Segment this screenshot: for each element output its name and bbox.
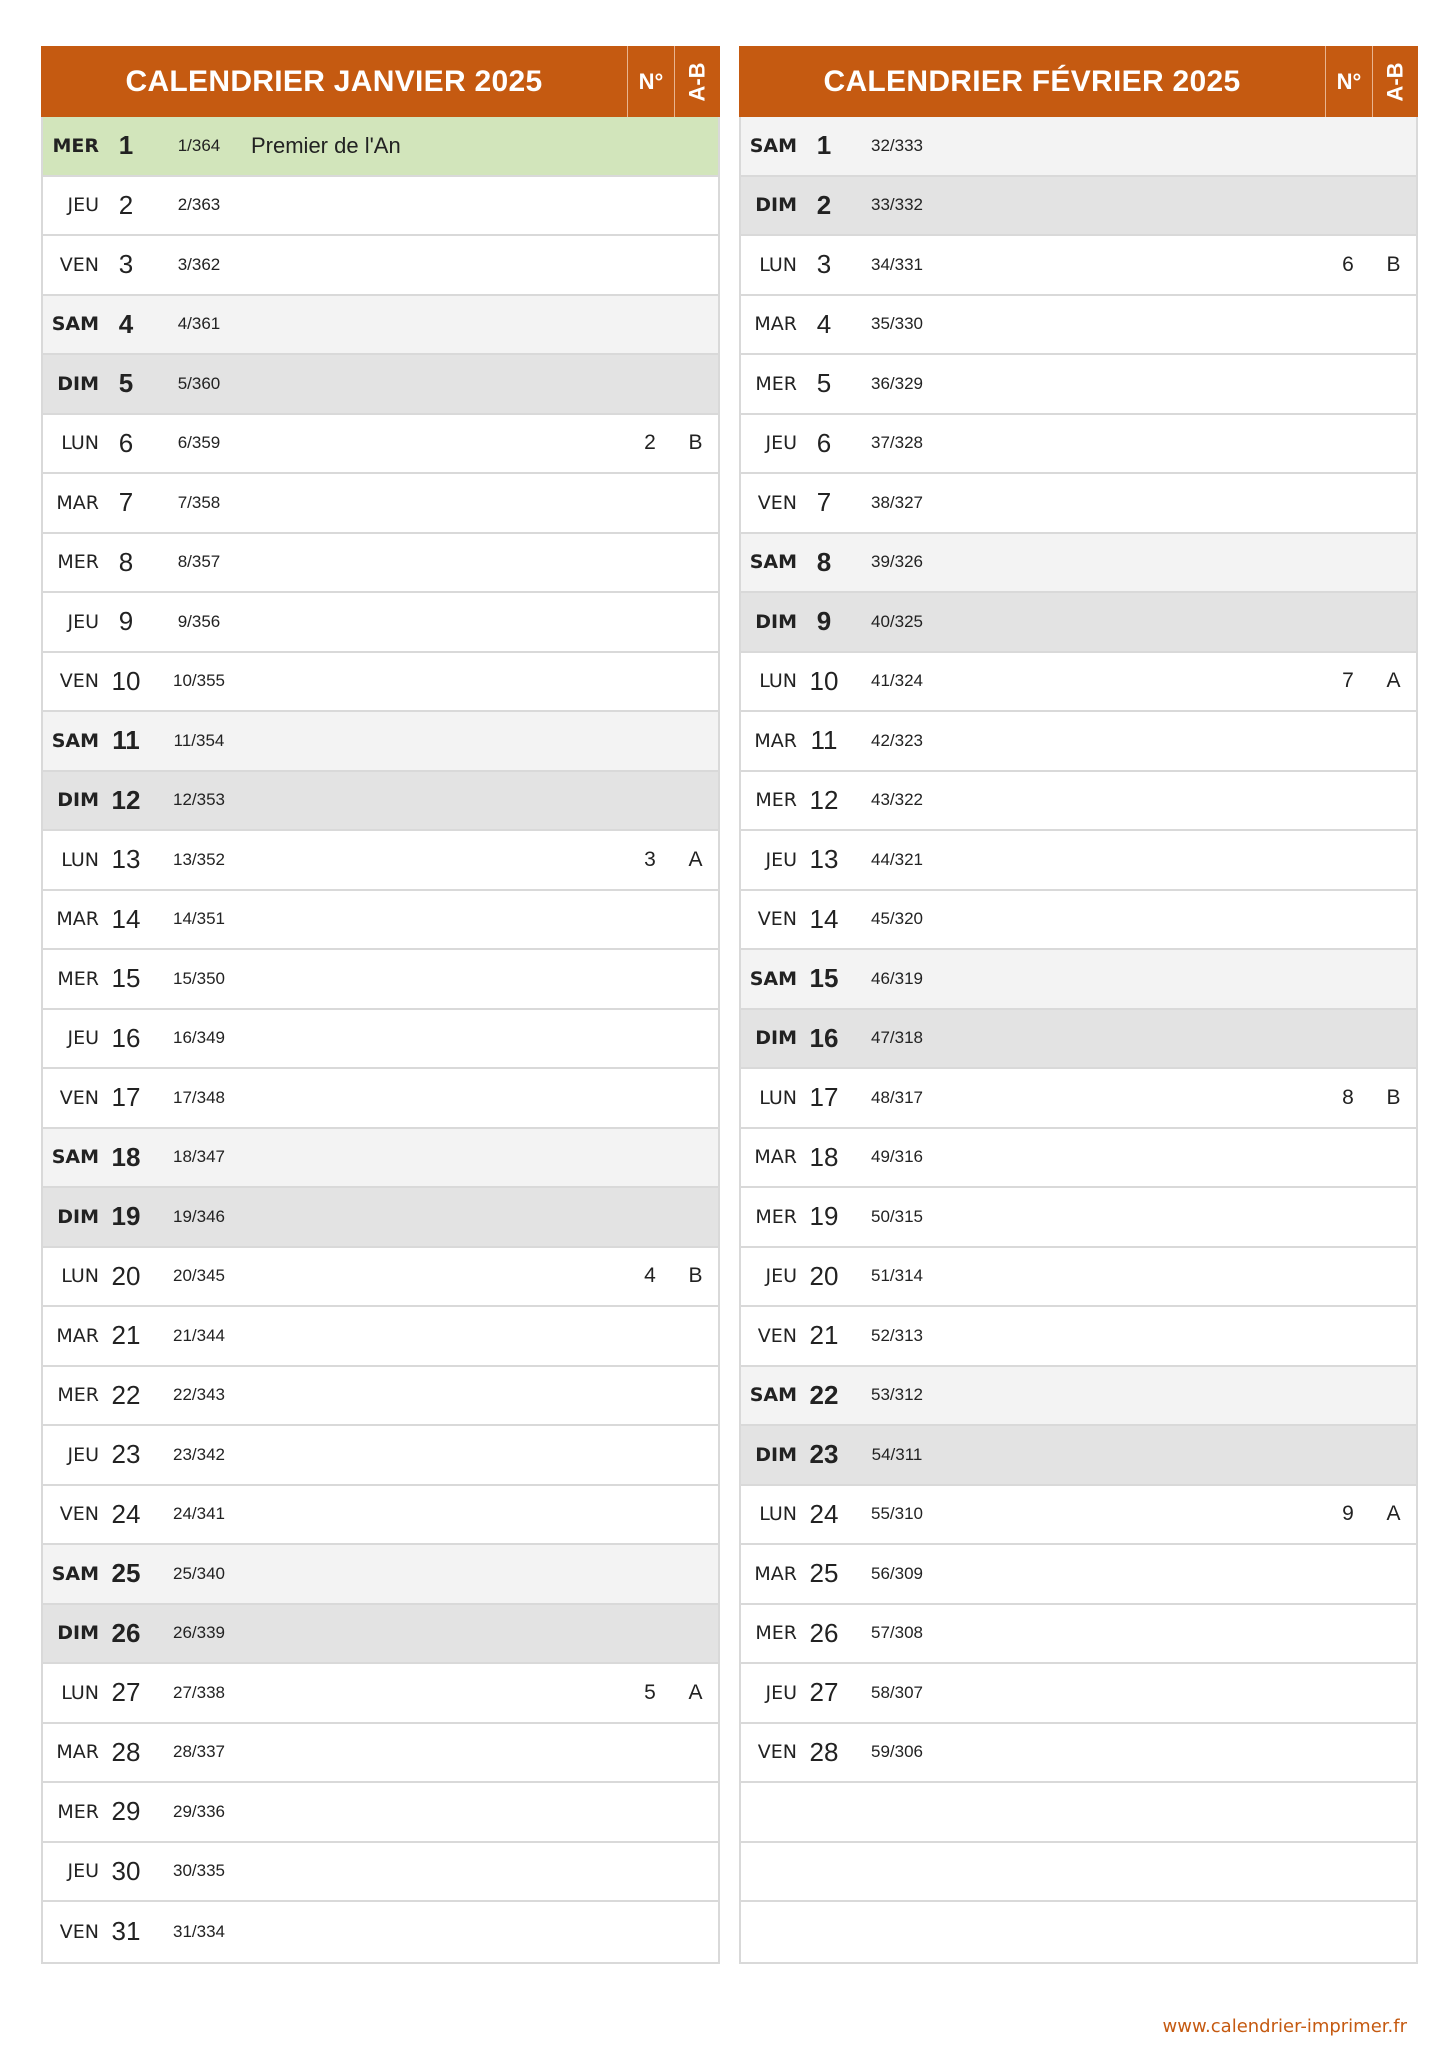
week-ab: B <box>1386 252 1401 276</box>
day-of-year: 31/334 <box>173 1921 225 1941</box>
day-of-year: 19/346 <box>173 1206 225 1226</box>
day-row <box>43 1307 718 1367</box>
day-number: 2 <box>816 189 832 220</box>
day-number: 28 <box>809 1736 839 1767</box>
day-row <box>741 1188 1416 1248</box>
day-row <box>741 1545 1416 1605</box>
day-number: 20 <box>809 1260 839 1291</box>
day-of-year: 56/309 <box>871 1563 923 1583</box>
day-number: 10 <box>809 665 839 696</box>
day-number: 26 <box>111 1617 141 1648</box>
day-number: 13 <box>111 844 141 875</box>
day-row <box>43 653 718 713</box>
day-of-year: 15/350 <box>173 968 225 988</box>
day-row <box>43 534 718 594</box>
week-number: 2 <box>644 431 656 455</box>
day-of-year: 28/337 <box>173 1742 225 1762</box>
week-number-column-header: N° <box>627 46 674 117</box>
day-row <box>741 1129 1416 1189</box>
day-of-year: 47/318 <box>871 1028 923 1048</box>
footer-url[interactable]: www.calendrier-imprimer.fr <box>1162 2016 1407 2037</box>
week-ab: B <box>1386 1085 1401 1109</box>
day-of-week: SAM <box>51 729 99 752</box>
day-of-year: 10/355 <box>173 671 225 691</box>
day-row <box>741 653 1416 713</box>
day-row <box>741 772 1416 832</box>
day-of-year: 30/335 <box>173 1861 225 1881</box>
day-row <box>741 415 1416 475</box>
day-number: 21 <box>111 1320 141 1351</box>
day-of-week: MAR <box>56 491 99 514</box>
ab-column-header: A-B <box>684 61 710 102</box>
day-number: 14 <box>111 903 141 934</box>
day-of-year: 16/349 <box>173 1028 225 1048</box>
month-title: CALENDRIER FÉVRIER 2025 <box>823 64 1241 98</box>
day-of-year: 2/363 <box>177 195 221 215</box>
week-ab: A <box>1386 1502 1401 1526</box>
day-row <box>741 1010 1416 1070</box>
day-row <box>741 1783 1416 1843</box>
day-rows <box>41 117 720 1964</box>
day-of-week: VEN <box>59 253 99 276</box>
day-number: 5 <box>816 368 832 399</box>
day-of-week: JEU <box>765 848 797 871</box>
day-number: 9 <box>118 606 134 637</box>
day-row <box>741 712 1416 772</box>
day-number: 16 <box>809 1022 839 1053</box>
day-row <box>43 415 718 475</box>
day-row <box>43 831 718 891</box>
day-of-week: SAM <box>51 1562 99 1585</box>
day-of-week: DIM <box>755 1027 797 1050</box>
day-of-week: DIM <box>57 1622 99 1645</box>
day-number: 21 <box>809 1320 839 1351</box>
day-of-week: MAR <box>56 1741 99 1764</box>
day-number: 24 <box>809 1498 839 1529</box>
day-of-year: 5/360 <box>177 373 221 393</box>
day-of-year: 14/351 <box>173 909 225 929</box>
day-row <box>43 1367 718 1427</box>
day-row <box>43 1129 718 1189</box>
week-number: 8 <box>1342 1085 1354 1109</box>
day-row <box>741 534 1416 594</box>
day-row <box>741 117 1416 177</box>
week-ab: A <box>1386 669 1401 693</box>
week-ab: A <box>688 1680 703 1704</box>
day-row <box>43 772 718 832</box>
day-row <box>741 355 1416 415</box>
day-number: 15 <box>809 963 839 994</box>
calendar-february <box>739 46 1418 1964</box>
day-of-year: 7/358 <box>177 492 221 512</box>
day-of-year: 3/362 <box>177 254 221 274</box>
month-header <box>41 46 720 117</box>
day-of-week: DIM <box>57 789 99 812</box>
day-number: 18 <box>111 1141 141 1172</box>
week-number: 7 <box>1342 669 1354 693</box>
week-ab: A <box>688 847 703 871</box>
day-of-year: 39/326 <box>871 552 923 572</box>
day-row <box>43 177 718 237</box>
day-row <box>43 1545 718 1605</box>
day-number: 19 <box>809 1201 839 1232</box>
day-of-year: 37/328 <box>871 433 923 453</box>
day-of-year: 46/319 <box>871 968 923 988</box>
day-number: 12 <box>111 784 141 815</box>
day-of-year: 21/344 <box>173 1325 225 1345</box>
day-number: 19 <box>111 1201 141 1232</box>
day-row <box>43 355 718 415</box>
day-of-week: VEN <box>59 670 99 693</box>
day-number: 23 <box>111 1439 141 1470</box>
month-header <box>739 46 1418 117</box>
day-note: Premier de l'An <box>251 132 401 158</box>
day-of-week: JEU <box>67 1443 99 1466</box>
day-number: 18 <box>809 1141 839 1172</box>
day-of-year: 22/343 <box>173 1385 225 1405</box>
day-of-year: 20/345 <box>173 1266 225 1286</box>
day-row <box>741 1248 1416 1308</box>
day-of-year: 11/354 <box>173 730 225 750</box>
day-number: 16 <box>111 1022 141 1053</box>
day-of-week: MER <box>57 1800 99 1823</box>
day-number: 22 <box>111 1379 141 1410</box>
day-of-week: MER <box>755 789 797 812</box>
day-of-week: LUN <box>61 1681 99 1704</box>
day-number: 25 <box>809 1558 839 1589</box>
day-number: 14 <box>809 903 839 934</box>
day-row <box>43 236 718 296</box>
day-row <box>43 593 718 653</box>
day-of-year: 13/352 <box>173 849 225 869</box>
day-number: 7 <box>816 487 832 518</box>
day-of-week: VEN <box>59 1920 99 1943</box>
day-of-week: MAR <box>754 313 797 336</box>
day-row <box>741 950 1416 1010</box>
day-row <box>43 1902 718 1962</box>
day-number: 29 <box>111 1796 141 1827</box>
day-of-week: MER <box>755 1622 797 1645</box>
day-row <box>43 1843 718 1903</box>
day-row <box>741 1069 1416 1129</box>
day-of-week: SAM <box>749 551 797 574</box>
day-row <box>43 296 718 356</box>
day-of-week: MAR <box>754 1146 797 1169</box>
day-number: 15 <box>111 963 141 994</box>
day-row <box>43 1664 718 1724</box>
day-row <box>741 1724 1416 1784</box>
day-of-year: 44/321 <box>871 849 923 869</box>
day-of-week: SAM <box>749 967 797 990</box>
day-number: 6 <box>816 427 832 458</box>
day-row <box>43 117 718 177</box>
day-row <box>741 236 1416 296</box>
day-row <box>43 1426 718 1486</box>
day-of-week: MER <box>57 1384 99 1407</box>
day-of-week: VEN <box>757 491 797 514</box>
day-of-year: 25/340 <box>173 1563 225 1583</box>
day-number: 31 <box>111 1916 141 1947</box>
day-of-year: 55/310 <box>871 1504 923 1524</box>
day-number: 6 <box>118 427 134 458</box>
day-row <box>741 1902 1416 1962</box>
day-row <box>741 891 1416 951</box>
day-number: 9 <box>816 606 832 637</box>
week-ab: B <box>688 1264 703 1288</box>
day-number: 2 <box>118 189 134 220</box>
day-of-week: DIM <box>57 372 99 395</box>
month-title: CALENDRIER JANVIER 2025 <box>125 64 543 98</box>
day-number: 13 <box>809 844 839 875</box>
day-of-year: 33/332 <box>871 195 923 215</box>
day-number: 27 <box>111 1677 141 1708</box>
day-number: 8 <box>816 546 832 577</box>
day-number: 22 <box>809 1379 839 1410</box>
day-number: 20 <box>111 1260 141 1291</box>
day-of-year: 32/333 <box>871 135 923 155</box>
ab-column-header: A-B <box>1382 61 1408 102</box>
day-of-week: VEN <box>59 1503 99 1526</box>
day-number: 26 <box>809 1617 839 1648</box>
day-of-year: 12/353 <box>173 790 225 810</box>
day-of-week: MER <box>57 967 99 990</box>
day-of-year: 53/312 <box>871 1385 923 1405</box>
day-of-week: LUN <box>759 253 797 276</box>
week-number: 5 <box>644 1680 656 1704</box>
day-number: 1 <box>118 130 134 161</box>
day-row <box>43 1486 718 1546</box>
day-of-year: 17/348 <box>173 1087 225 1107</box>
day-of-year: 54/311 <box>871 1444 923 1464</box>
day-number: 5 <box>118 368 134 399</box>
day-of-year: 27/338 <box>173 1682 225 1702</box>
day-of-week: JEU <box>67 1027 99 1050</box>
day-row <box>43 891 718 951</box>
day-number: 7 <box>118 487 134 518</box>
day-row <box>43 1605 718 1665</box>
day-of-week: MAR <box>56 1324 99 1347</box>
day-of-year: 9/356 <box>177 611 221 631</box>
day-of-week: LUN <box>61 1265 99 1288</box>
day-of-week: MER <box>755 372 797 395</box>
day-of-year: 43/322 <box>871 790 923 810</box>
day-number: 23 <box>809 1439 839 1470</box>
day-of-week: JEU <box>765 1681 797 1704</box>
day-of-week: JEU <box>67 194 99 217</box>
day-of-year: 23/342 <box>173 1444 225 1464</box>
week-number-column-header: N° <box>1325 46 1372 117</box>
day-row <box>741 1664 1416 1724</box>
day-of-week: LUN <box>61 848 99 871</box>
day-row <box>43 1188 718 1248</box>
day-of-year: 41/324 <box>871 671 923 691</box>
day-row <box>43 1069 718 1129</box>
week-ab: B <box>688 431 703 455</box>
day-number: 30 <box>111 1855 141 1886</box>
day-row <box>741 1486 1416 1546</box>
week-number: 3 <box>644 847 656 871</box>
day-of-year: 38/327 <box>871 492 923 512</box>
day-of-week: JEU <box>765 1265 797 1288</box>
day-of-week: LUN <box>61 432 99 455</box>
day-of-week: VEN <box>757 908 797 931</box>
week-number: 9 <box>1342 1502 1354 1526</box>
day-number: 4 <box>816 308 832 339</box>
day-of-year: 1/364 <box>177 135 221 155</box>
day-of-year: 8/357 <box>177 552 221 572</box>
day-number: 28 <box>111 1736 141 1767</box>
day-of-week: SAM <box>51 1146 99 1169</box>
day-rows <box>739 117 1418 1964</box>
day-of-year: 18/347 <box>173 1147 225 1167</box>
day-of-year: 34/331 <box>871 254 923 274</box>
day-of-week: JEU <box>67 1860 99 1883</box>
day-of-week: MAR <box>56 908 99 931</box>
day-number: 17 <box>111 1082 141 1113</box>
day-of-year: 42/323 <box>871 730 923 750</box>
day-row <box>741 1426 1416 1486</box>
day-number: 25 <box>111 1558 141 1589</box>
day-of-week: SAM <box>749 1384 797 1407</box>
day-of-week: MER <box>52 134 99 157</box>
day-row <box>741 1605 1416 1665</box>
day-of-week: SAM <box>51 313 99 336</box>
day-of-week: VEN <box>757 1324 797 1347</box>
day-row <box>741 177 1416 237</box>
day-of-week: MAR <box>754 729 797 752</box>
day-of-week: DIM <box>755 194 797 217</box>
day-of-year: 52/313 <box>871 1325 923 1345</box>
day-of-week: SAM <box>749 134 797 157</box>
day-row <box>741 474 1416 534</box>
calendar-january <box>41 46 720 1964</box>
day-of-year: 45/320 <box>871 909 923 929</box>
day-row <box>43 1724 718 1784</box>
day-of-year: 35/330 <box>871 314 923 334</box>
day-number: 12 <box>809 784 839 815</box>
day-of-year: 29/336 <box>173 1801 225 1821</box>
day-of-year: 51/314 <box>871 1266 923 1286</box>
day-row <box>43 474 718 534</box>
day-of-week: VEN <box>757 1741 797 1764</box>
day-of-week: DIM <box>755 1443 797 1466</box>
day-number: 27 <box>809 1677 839 1708</box>
day-of-year: 57/308 <box>871 1623 923 1643</box>
day-number: 10 <box>111 665 141 696</box>
day-row <box>741 296 1416 356</box>
week-number: 4 <box>644 1264 656 1288</box>
day-of-week: DIM <box>755 610 797 633</box>
day-number: 17 <box>809 1082 839 1113</box>
day-of-year: 26/339 <box>173 1623 225 1643</box>
day-number: 3 <box>118 249 134 280</box>
day-number: 3 <box>816 249 832 280</box>
day-row <box>43 1783 718 1843</box>
day-row <box>43 712 718 772</box>
day-number: 8 <box>118 546 134 577</box>
day-of-year: 24/341 <box>173 1504 225 1524</box>
day-of-week: LUN <box>759 1503 797 1526</box>
day-number: 4 <box>118 308 134 339</box>
day-of-week: LUN <box>759 1086 797 1109</box>
day-of-year: 6/359 <box>177 433 221 453</box>
day-row <box>741 1307 1416 1367</box>
day-of-year: 36/329 <box>871 373 923 393</box>
day-number: 11 <box>810 725 838 756</box>
day-of-week: VEN <box>59 1086 99 1109</box>
day-row <box>43 1010 718 1070</box>
day-of-week: JEU <box>67 610 99 633</box>
day-of-year: 4/361 <box>177 314 221 334</box>
day-of-year: 49/316 <box>871 1147 923 1167</box>
day-of-year: 48/317 <box>871 1087 923 1107</box>
day-row <box>741 593 1416 653</box>
day-row <box>43 1248 718 1308</box>
day-of-week: MER <box>57 551 99 574</box>
day-number: 11 <box>112 725 140 756</box>
day-row <box>741 1843 1416 1903</box>
day-of-year: 59/306 <box>871 1742 923 1762</box>
day-of-year: 40/325 <box>871 611 923 631</box>
day-of-year: 58/307 <box>871 1682 923 1702</box>
day-of-week: LUN <box>759 670 797 693</box>
day-of-week: JEU <box>765 432 797 455</box>
day-of-week: DIM <box>57 1205 99 1228</box>
day-row <box>741 1367 1416 1427</box>
day-row <box>741 831 1416 891</box>
day-row <box>43 950 718 1010</box>
day-number: 24 <box>111 1498 141 1529</box>
day-of-week: MAR <box>754 1562 797 1585</box>
day-of-year: 50/315 <box>871 1206 923 1226</box>
day-of-week: MER <box>755 1205 797 1228</box>
day-number: 1 <box>816 130 832 161</box>
week-number: 6 <box>1342 252 1354 276</box>
